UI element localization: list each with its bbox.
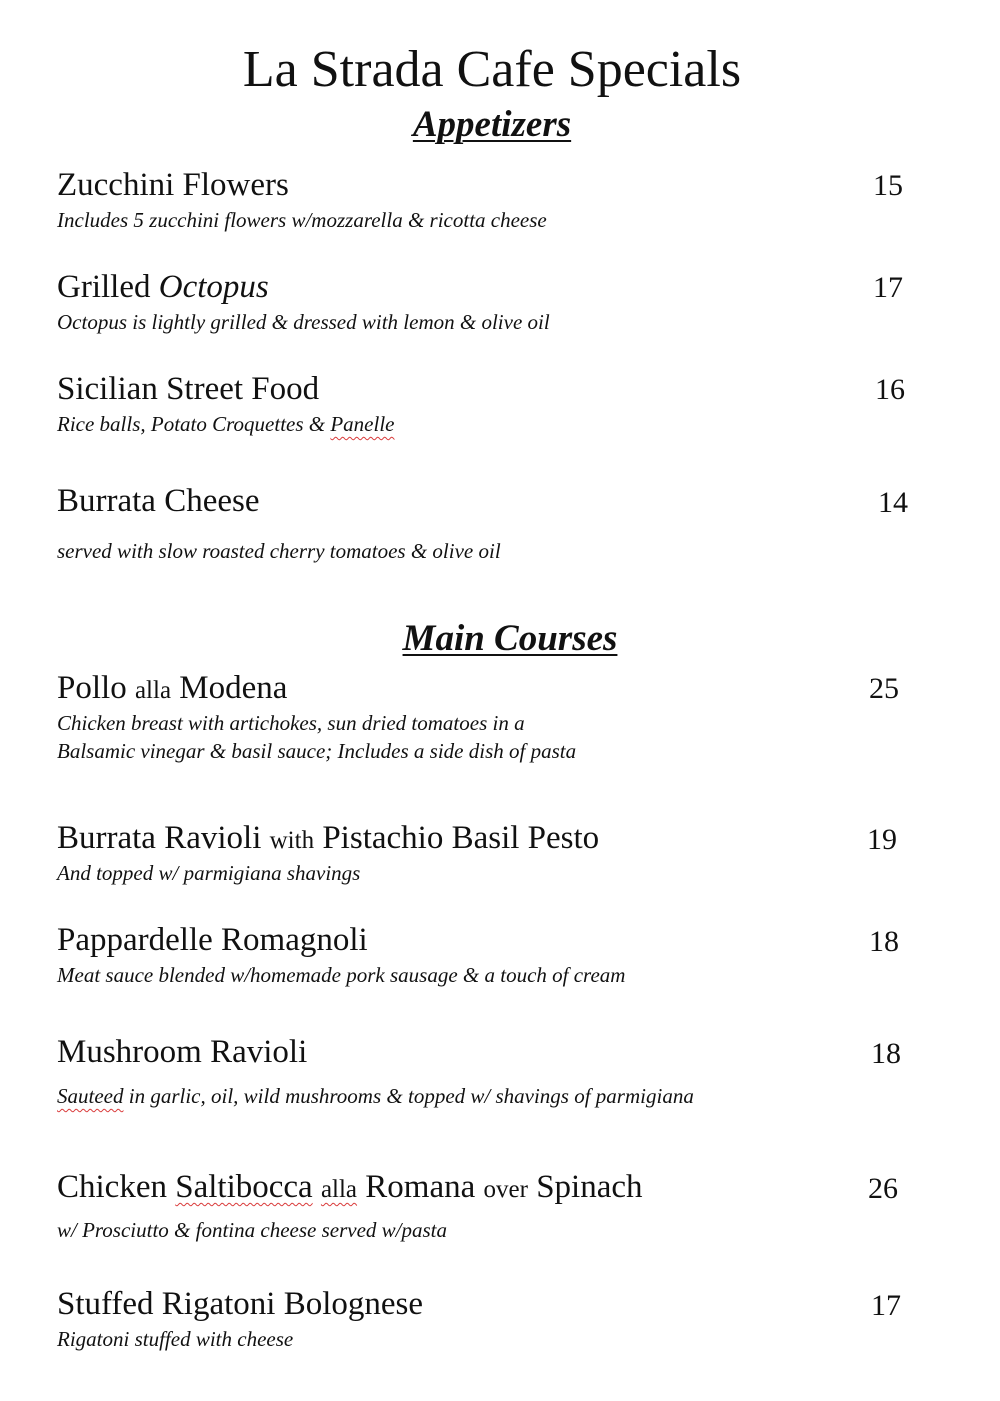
item-price-stuffed-rigatoni: 17 [871, 1289, 901, 1322]
item-desc-sicilian-street-food-part1: Rice balls, Potato Croquettes & [57, 412, 331, 436]
item-name-pollo-alla-modena-part2: alla [134, 677, 172, 704]
item-desc-burrata-ravioli: And topped w/ parmigiana shavings [57, 861, 361, 885]
item-desc-grilled-octopus: Octopus is lightly grilled & dressed with lemon & olive oil [57, 310, 550, 334]
item-desc-chicken-saltibocca: w/ Prosciutto & fontina cheese served w/pasta [57, 1218, 448, 1242]
item-name-burrata-cheese: Burrata Cheese [57, 483, 260, 519]
item-price-burrata-cheese: 14 [878, 486, 908, 519]
item-name-chicken-saltibocca-part2: Saltibocca [175, 1169, 313, 1205]
item-price-grilled-octopus: 17 [873, 271, 903, 304]
item-name-chicken-saltibocca-part4: alla [320, 1176, 358, 1203]
item-name-mushroom-ravioli: Mushroom Ravioli [57, 1034, 308, 1070]
item-desc-mushroom-ravioli-part2: in garlic, oil, wild mushrooms & topped w/ shavings of parmigiana [123, 1084, 694, 1108]
item-desc-zucchini-flowers: Includes 5 zucchini flowers w/mozzarella & ricotta cheese [57, 208, 547, 232]
item-name-pappardelle-romagnoli: Pappardelle Romagnoli [57, 922, 368, 958]
item-name-burrata-ravioli-part3: Pistachio Basil Pesto [314, 820, 600, 856]
item-desc-pollo-alla-modena-line1: Chicken breast with artichokes, sun dried tomatoes in a [57, 711, 525, 735]
main-courses-heading: Main Courses [402, 618, 618, 659]
item-name-burrata-ravioli-part1: Burrata Ravioli [57, 820, 270, 856]
item-price-zucchini-flowers: 15 [873, 169, 903, 202]
item-name-zucchini-flowers: Zucchini Flowers [57, 167, 289, 203]
item-name-burrata-ravioli-part2: with [269, 827, 315, 854]
item-name-grilled-octopus-part1: Grilled [57, 269, 159, 305]
item-name-chicken-saltibocca-part6: over [483, 1176, 528, 1203]
appetizers-heading: Appetizers [412, 104, 572, 145]
menu-title: La Strada Cafe Specials [242, 41, 742, 98]
item-name-pollo-alla-modena-part3: Modena [171, 670, 288, 706]
item-name-chicken-saltibocca [57, 1167, 643, 1210]
item-name-burrata-ravioli [57, 818, 599, 861]
item-desc-mushroom-ravioli-part1: Sauteed [57, 1084, 124, 1108]
item-name-grilled-octopus [57, 267, 269, 307]
item-desc-sicilian-street-food [57, 410, 395, 438]
item-price-chicken-saltibocca: 26 [868, 1172, 898, 1205]
item-desc-pappardelle-romagnoli: Meat sauce blended w/homemade pork sausage & a touch of cream [57, 963, 626, 987]
item-desc-burrata-cheese: served with slow roasted cherry tomatoes & olive oil [57, 539, 501, 563]
item-desc-pollo-alla-modena-line2: Balsamic vinegar & basil sauce; Includes a side dish of pasta [57, 739, 577, 763]
item-price-mushroom-ravioli: 18 [871, 1037, 901, 1070]
item-name-sicilian-street-food: Sicilian Street Food [57, 371, 320, 407]
item-desc-mushroom-ravioli [57, 1082, 694, 1110]
item-name-pollo-alla-modena-part1: Pollo [57, 670, 135, 706]
item-name-chicken-saltibocca-part1: Chicken [57, 1169, 176, 1205]
item-price-pollo-alla-modena: 25 [869, 672, 899, 705]
item-name-chicken-saltibocca-part7: Spinach [527, 1169, 643, 1205]
item-name-grilled-octopus-part2: Octopus [158, 269, 269, 305]
item-name-pollo-alla-modena [57, 668, 287, 711]
item-desc-stuffed-rigatoni: Rigatoni stuffed with cheese [57, 1327, 294, 1351]
item-price-sicilian-street-food: 16 [875, 373, 905, 406]
item-price-burrata-ravioli: 19 [867, 823, 897, 856]
item-desc-sicilian-street-food-part2: Panelle [330, 412, 395, 436]
item-name-chicken-saltibocca-part3 [313, 1169, 321, 1205]
item-price-pappardelle-romagnoli: 18 [869, 925, 899, 958]
item-name-chicken-saltibocca-part5: Romana [357, 1169, 484, 1205]
item-name-stuffed-rigatoni: Stuffed Rigatoni Bolognese [57, 1286, 424, 1322]
